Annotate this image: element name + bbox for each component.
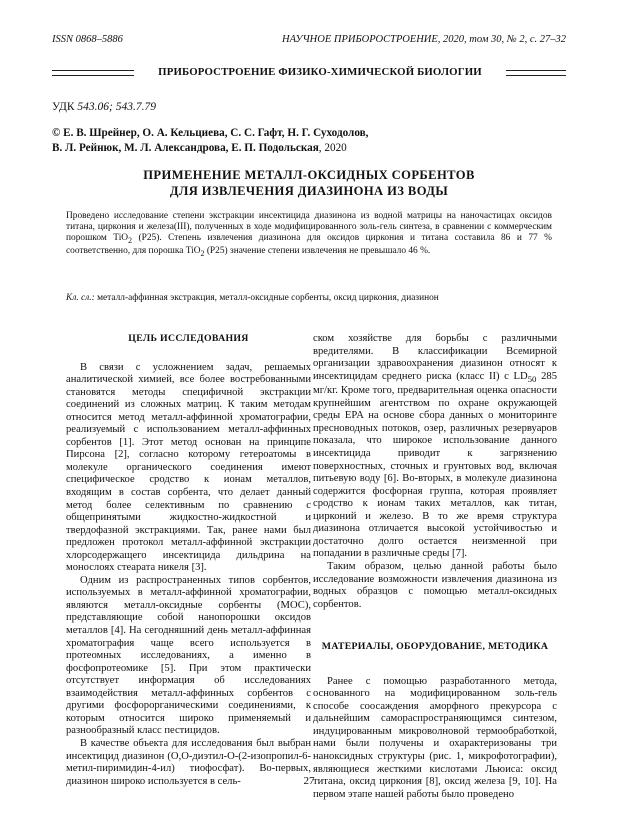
keywords xyxy=(66,293,552,303)
double-rule-right xyxy=(506,70,566,76)
journal-citation: НАУЧНОЕ ПРИБОРОСТРОЕНИЕ, 2020, том 30, № 2, c. 27–32 xyxy=(282,34,566,45)
paragraph: В связи с усложнением задач, решаемых аналитической химией, все более востребованными становятся методы специфичной экстракции соединений из сложных матриц. К таким методам относится метод металл-аффинной хроматографии, реализуемый с использованием металл-аффинных сорбентов [1]. Этот метод основан на принципе Пирсона [2], согласно которому гетероатомы в молекуле органического соединения имеют специфическое сродство к ионам металлов, входящим в состав сорбента, что делает данный метод более селективным по сравнению с общепринятыми жидкостно-жидкостной и твердофазной экстракциями. Так, ранее нами был предложен протокол металл-аффинной экстракции хлорсодержащего инсектицида дильдрина на монослоях стеарата никеля [3]. xyxy=(66,361,311,574)
udk-code xyxy=(52,101,156,113)
ld50-subscript: 50 xyxy=(527,373,537,384)
paragraph: Одним из распространенных типов сорбентов, используемых в металл-аффинной хроматографии, являются металл-оксидные сорбенты (МОС), представляющие собой нанопорошки оксидов металлов [4]. На сегодняшний день металл-аффинная хроматография чаще всего используется в протеомных исследованиях, а именно в фосфопротеомике [5]. При этом практически отсутствует информация об исследованиях взаимодействия металл-аффинных сорбентов с другими фосфорорганическими соединениями, к которым относится широко применяемый и разнообразный класс пестицидов. xyxy=(66,574,311,737)
authors-line-2: В. Л. Рейнюк, М. Л. Александрова, Е. П. Подольская xyxy=(52,141,319,154)
abstract-subscript-2: 2 xyxy=(200,249,205,259)
paragraph: Ранее с помощью разработанного метода, основанного на модифицированном золь-гель способе соосаждения аморфного прекурсора с дальнейшим самораспространяющимся синтезом, индуцированным микроволновой термообработкой, нами были получены и охарактеризованы три наноксидных структуры (рис. 1, микрофотографии), являющиеся жесткими кислотами Льюиса: оксид титана, оксид циркония [8], оксид железа [9, 10]. На первом этапе нашей работы было проведено xyxy=(313,675,557,800)
title-line-2: ДЛЯ ИЗВЛЕЧЕНИЯ ДИАЗИНОНА ИЗ ВОДЫ xyxy=(169,184,449,198)
paragraph xyxy=(313,333,557,561)
heading-aim: ЦЕЛЬ ИССЛЕДОВАНИЯ xyxy=(128,333,249,344)
abstract-text-2: (P25). Степень извлечения диазинона для оксидов циркония и титана составила 86 и 77 % соответственно, для порошка TiO xyxy=(66,233,552,257)
udk-label: УДК xyxy=(52,101,75,113)
author-list xyxy=(52,126,566,155)
section-banner xyxy=(52,66,566,80)
title-line-1: ПРИМЕНЕНИЕ МЕТАЛЛ-ОКСИДНЫХ СОРБЕНТОВ xyxy=(143,168,475,182)
copyright-year: , 2020 xyxy=(318,141,347,154)
paragraph-text: 285 мг/кг. Кроме того, предварительная оценка опасности крупнейшим агентством по охране окружающей среды EPA на основе сбора данных о мониторинге пресноводных потоков, озер, различных резервуаров показала, что широкое использование данного инсектицида приводит к загрязнению поверхностных, сточных и грунтовых вод, включая питьевую воду [6]. Во-вторых, в молекуле диазинона содержится фосфорная группа, которая проявляет сродство к ионам таких металлов, как титан, цирконий и железо. В то же время структура диазинона отличается высокой устойчивостью и достаточно долго остается неизменной при попадании в различные среды [7]. xyxy=(313,370,557,560)
udk-codes: 543.06; 543.7.79 xyxy=(77,101,156,113)
paragraph: В качестве объекта для исследования был выбран инсектицид диазинон (О,О-диэтил-О-(2-изопропил-6-метил-пиримидин-4-ил) тиофосфат). Во-первых, диазинон широко используется в сель- xyxy=(66,737,311,787)
section-title: ПРИБОРОСТРОЕНИЕ ФИЗИКО-ХИМИЧЕСКОЙ БИОЛОГИИ xyxy=(158,66,482,78)
running-header xyxy=(52,34,566,48)
abstract-subscript-1: 2 xyxy=(128,236,132,246)
double-rule-left xyxy=(52,70,134,76)
abstract-text-3: (P25) значение степени извлечения не превышало 46 %. xyxy=(204,246,431,257)
right-column xyxy=(313,333,557,801)
heading-methods: МАТЕРИАЛЫ, ОБОРУДОВАНИЕ, МЕТОДИКА xyxy=(321,641,549,653)
issn: ISSN 0868–5886 xyxy=(52,34,123,45)
paragraph: Таким образом, целью данной работы было исследование возможности извлечения диазинона из водных образцов с помощью металл-оксидных сорбентов. xyxy=(313,560,557,610)
keywords-text: металл-аффинная экстракция, металл-оксидные сорбенты, оксид циркония, диазинон xyxy=(94,293,439,303)
abstract-text-1: Проведено исследование степени экстракции инсектицида диазинона из водной матрицы на наночастицах оксидов титана, циркония и железа(III), полученных в ходе модифицированного золь-гель синтеза, в сравнении с коммерческим порошком TiO xyxy=(66,211,552,244)
page-number: 27 xyxy=(303,775,315,787)
authors-line-1: © Е. В. Шрейнер, О. А. Кельциева, С. С. Гафт, Н. Г. Суходолов, xyxy=(52,127,369,139)
abstract xyxy=(66,211,552,260)
keywords-label: Кл. сл.: xyxy=(66,293,95,303)
article-title xyxy=(52,167,566,199)
paragraph-text: ском хозяйстве для борьбы с различными вредителями. В классификации Всемирной организации здравоохранения диазинон относят к инсектицидам среднего риска (класс II) с LD xyxy=(313,333,557,382)
left-column xyxy=(66,333,311,788)
